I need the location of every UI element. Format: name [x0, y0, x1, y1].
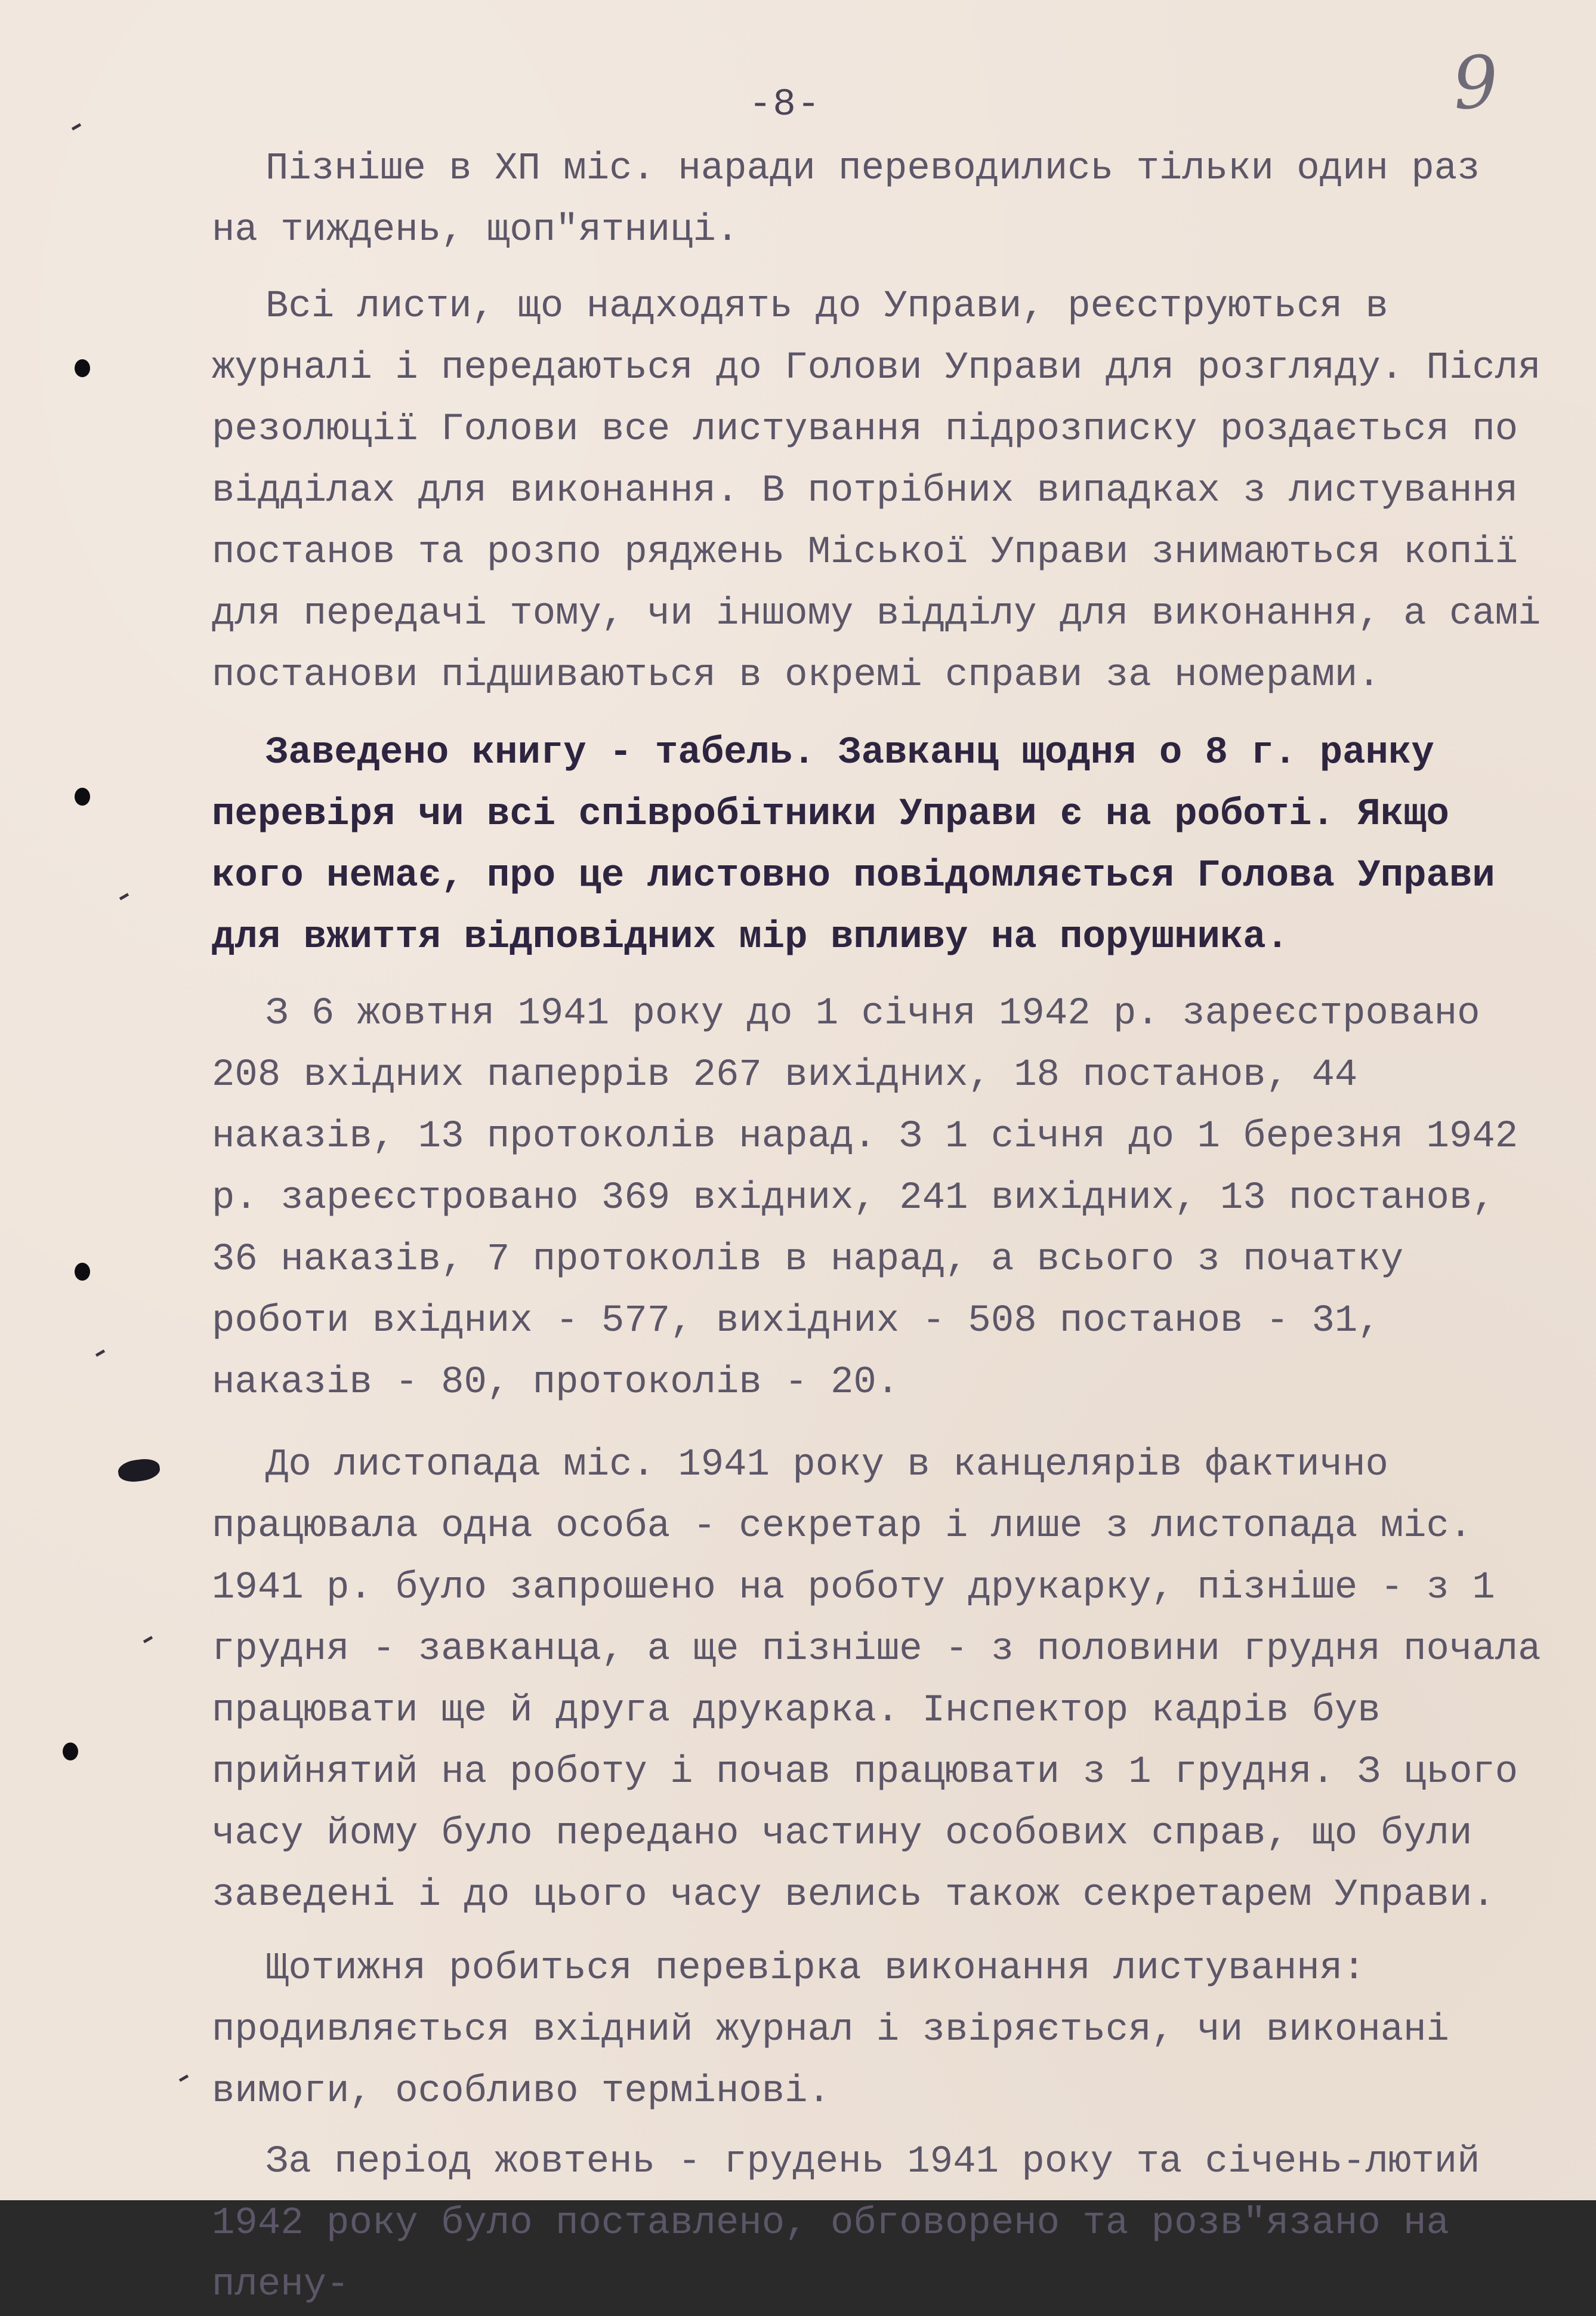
punch-hole — [75, 788, 90, 806]
margin-mark — [143, 1636, 153, 1643]
ink-blot — [117, 1457, 161, 1484]
page-number: -8- — [749, 84, 822, 127]
margin-mark — [72, 123, 81, 130]
paragraph-correspondence-registration: Всі листи, що надходять до Управи, реєструються в журналі і передаються до Голови Управи для розгляду. Після резолюції Голови все листування підрозписку роздається по відділах для виконання. В потрібних випадках з листування постанов та розпо ряджень Міської Управи знимаються копії для передачі тому, чи іншому відділу для виконання, а самі постанови підшиваються в окремі справи за номерами. — [212, 285, 1564, 697]
margin-mark — [95, 1349, 105, 1356]
paragraph-period-summary: За період жовтень - грудень 1941 року та січень-лютий 1942 року було поставлено, обговорено та розв"язано на плену- — [212, 2141, 1503, 2306]
punch-hole — [63, 1743, 78, 1760]
paragraph-staff-history: До листопада міс. 1941 року в канцелярів фактично працювала одна особа - секретар і лише з листопада міс. 1941 р. було запрошено на роботу друкарку, пізніше - з 1 грудня - завканца, а ще пізніше - з половини грудня почала працювати ще й друга друкарка. Інспектор кадрів був прийнятий на роботу і почав працювати з 1 грудня. З цього часу йому було передано частину особових справ, що були заведені і до цього часу велись також секретарем Управи. — [212, 1444, 1564, 1917]
archive-folio-number: 9 — [1450, 40, 1502, 127]
punch-hole — [75, 1263, 90, 1281]
paragraph-attendance-register: Заведено книгу - табель. Завканц щодня о 8 г. ранку перевіря чи всі співробітники Управи є на роботі. Якщо кого немає, про це листовно повідомляється Голова Управи для вжиття відповідних мір впливу на порушника. — [212, 732, 1518, 959]
paragraph-weekly-check: Щотижня робиться перевірка виконання листування: продивляється вхідний журнал і звіряється, чи виконані вимоги, особливо термінові. — [212, 1947, 1472, 2113]
margin-mark — [119, 893, 129, 900]
paragraph-meetings-schedule: Пізніше в ХП міс. наради переводились тільки один раз на тиждень, щоп"ятниці. — [212, 147, 1503, 252]
margin-mark — [179, 2074, 189, 2081]
punch-hole — [75, 359, 90, 377]
document-body — [212, 138, 1564, 2316]
paragraph-registration-statistics: З 6 жовтня 1941 року до 1 січня 1942 р. зареєстровано 208 вхідних паперрів 267 вихідних, 18 постанов, 44 наказів, 13 протоколів нарад. З 1 січня до 1 березня 1942 р. зареєстровано 369 вхідних, 241 вихідних, 13 постанов, 36 наказів, 7 протоколів в нарад, а всього з початку роботи вхідних - 577, вихідних - 508 постанов - 31, наказів - 80, протоколів - 20. — [212, 992, 1541, 1404]
